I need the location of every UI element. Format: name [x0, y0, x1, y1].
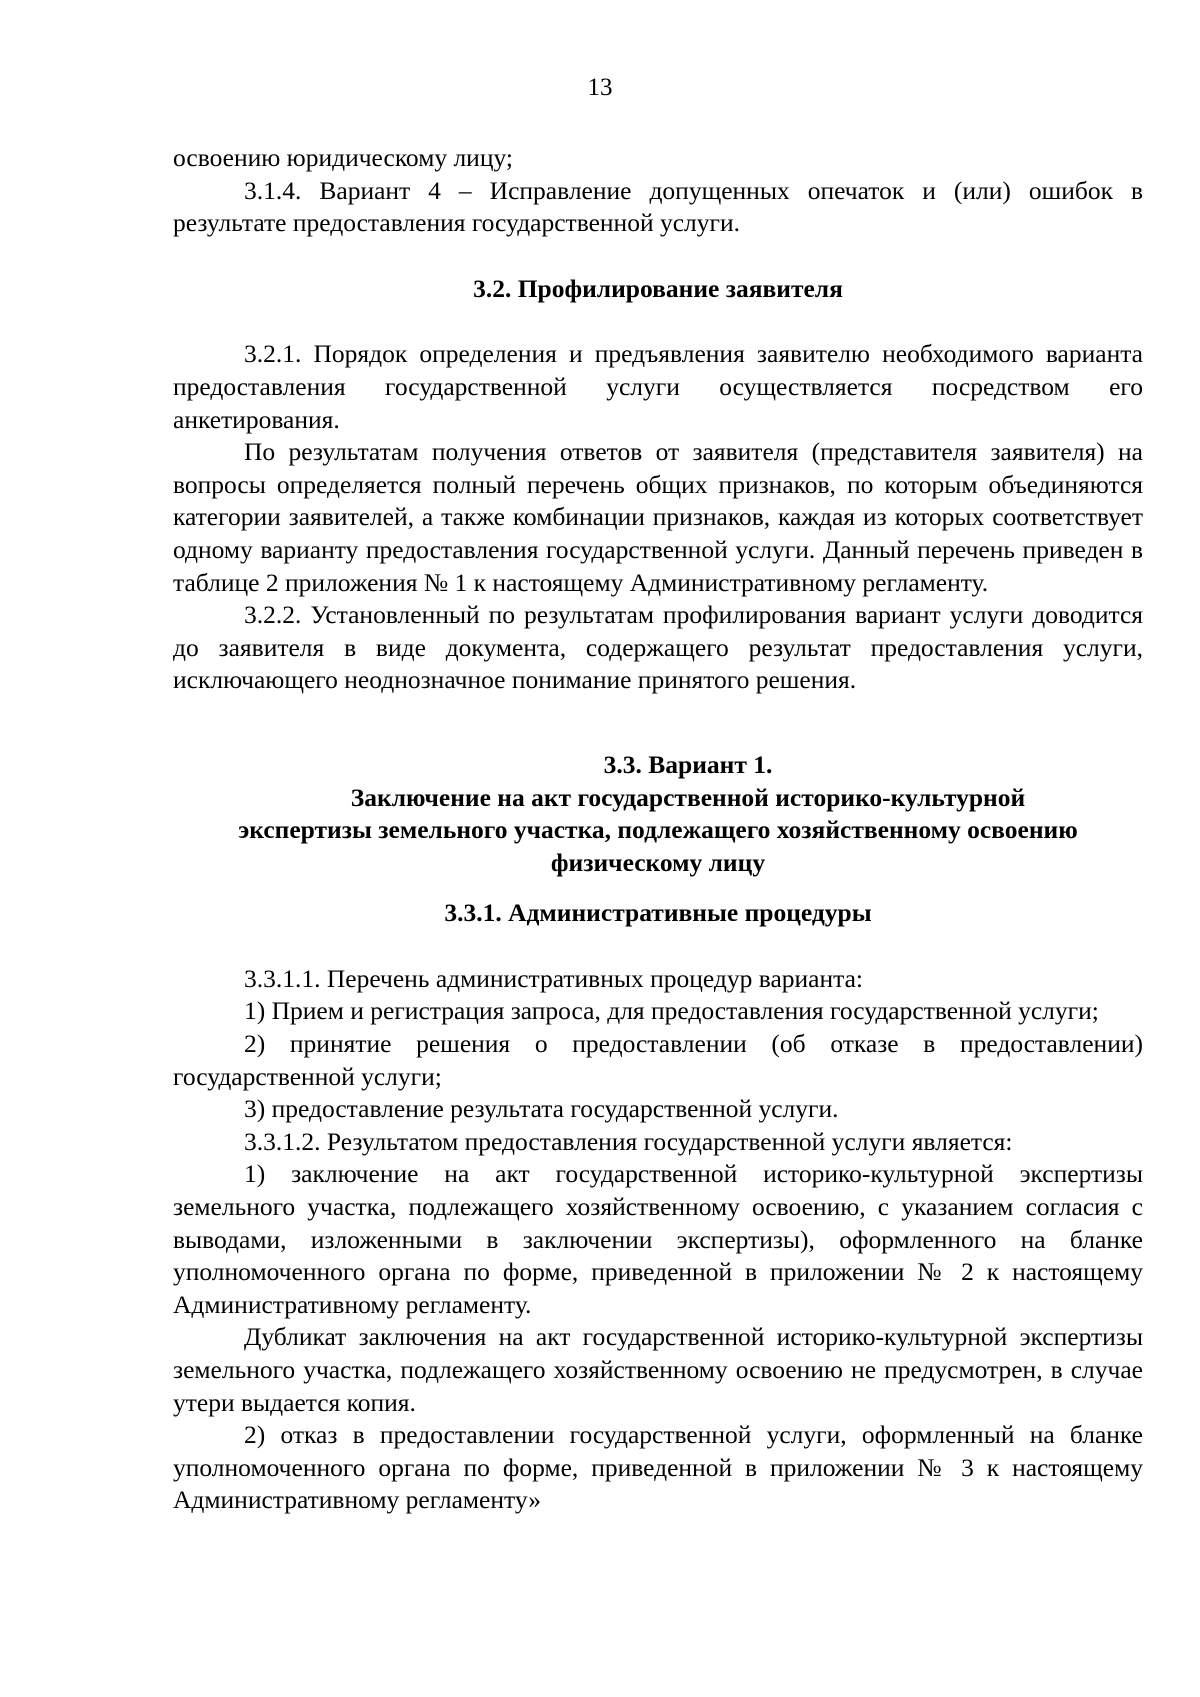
section-heading-3-2: 3.2. Профилирование заявителя — [473, 273, 843, 303]
list-item-1: 1) Прием и регистрация запроса, для предоставления государственной услуги; — [244, 996, 1099, 1026]
result-item-2: 2) отказ в предоставлении государственной услуги, оформленный на бланке уполномоченного органа по форме, приведенной в приложении № 3 к настоящему Административному регламенту» — [173, 1420, 1143, 1515]
paragraph-3-2-1: 3.2.1. Порядок определения и предъявления заявителю необходимого варианта предоставления государственной услуги осуществляется посредством его анкетирования. — [173, 339, 1143, 434]
paragraph-3-2-2: 3.2.2. Установленный по результатам профилирования вариант услуги доводится до заявителя в виде документа, содержащего результат предоставления услуги, исключающего неоднозначное понимание принятого решения. — [173, 600, 1143, 695]
paragraph-3-3-1-2: 3.3.1.2. Результатом предоставления государственной услуги является: — [244, 1126, 1013, 1156]
page-number: 13 — [587, 74, 613, 101]
paragraph-profiling-results: По результатам получения ответов от заявителя (представителя заявителя) на вопросы определяется полный перечень общих признаков, по которым объединяются категории заявителей, а также комбинации признаков, каждая из которых соответствует одному варианту предоставления государственной услуги. Данный перечень приведен в таблице 2 приложения № 1 к настоящему Административному регламенту. — [173, 437, 1143, 597]
section-heading-3-3-line-1: 3.3. Вариант 1. — [603, 749, 773, 779]
paragraph-3-1-4: 3.1.4. Вариант 4 – Исправление допущенных опечаток и (или) ошибок в результате предоставления государственной услуги. — [173, 175, 1143, 238]
result-item-1: 1) заключение на акт государственной историко-культурной экспертизы земельного участка, подлежащего хозяйственному освоению, с указанием согласия с выводами, изложенными в заключении экспертизы), оформленного на бланке уполномоченного органа по форме, приведенной в приложении № 2 к настоящему Административному регламенту. — [173, 1159, 1143, 1319]
section-heading-3-3-line-2: Заключение на акт государственной историко-культурной — [350, 782, 1026, 812]
subsection-heading-3-3-1: 3.3.1. Административные процедуры — [444, 898, 872, 928]
document-body — [173, 142, 1143, 1517]
paragraph-3-3-1-1: 3.3.1.1. Перечень административных процедур варианта: — [244, 963, 863, 993]
section-heading-3-3-line-3: экспертизы земельного участка, подлежащего хозяйственному освоению — [238, 815, 1078, 845]
list-item-2: 2) принятие решения о предоставлении (об отказе в предоставлении) государственной услуги; — [173, 1029, 1143, 1091]
list-item-3: 3) предоставление результата государственной услуги. — [244, 1094, 839, 1124]
paragraph-intro-tail: освоению юридическому лицу; — [173, 143, 513, 172]
section-heading-3-3-line-4: физическому лицу — [550, 847, 766, 877]
paragraph-duplicate: Дубликат заключения на акт государственной историко-культурной экспертизы земельного участка, подлежащего хозяйственному освоению не предусмотрен, в случае утери выдается копия. — [173, 1322, 1143, 1417]
